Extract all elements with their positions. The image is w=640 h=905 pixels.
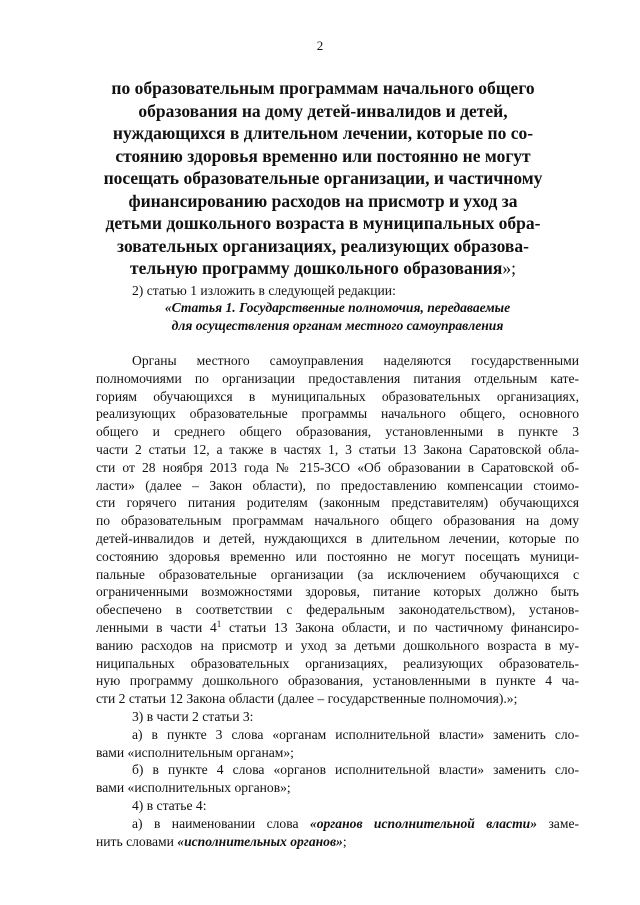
- heading-tail: »;: [502, 258, 516, 278]
- item-3: 3) в части 2 статьи 3:: [132, 708, 254, 724]
- paragraph-line: ограниченными возможностями здоровья, питание которых должно быть: [96, 584, 579, 600]
- line-text: ленными в части 4: [96, 619, 217, 635]
- heading-line-last: [88, 257, 558, 280]
- article-title-line: «Статья 1. Государственные полномочия, передаваемые: [164, 300, 511, 315]
- item-4: 4) в статье 4:: [132, 797, 207, 813]
- paragraph-line: состоянию здоровья временно или постоянно не могут посещать муници-: [96, 548, 579, 564]
- article-title-line: для осуществления органам местного самоуправления: [171, 317, 504, 333]
- heading-line: детьми дошкольного возраста в муниципальных обра-: [105, 213, 541, 233]
- page-number: 2: [316, 38, 324, 53]
- item-3b-line: вами «исполнительных органов»;: [96, 780, 291, 796]
- paragraph-line: полномочиями по организации предоставления питания отдельным кате-: [96, 370, 579, 386]
- item-3a-line: вами «исполнительным органам»;: [96, 744, 294, 760]
- paragraph-line: детей-инвалидов и детей, нуждающихся в длительном лечении, которые по: [96, 530, 579, 546]
- line-text: а) в наименовании слова: [132, 815, 310, 831]
- paragraph-line: ную программу дошкольного образования, установленными в пункте 4 ча-: [96, 673, 579, 689]
- heading-line: образования на дому детей-инвалидов и детей,: [138, 100, 508, 121]
- heading-line-text: тельную программу дошкольного образования: [130, 258, 503, 278]
- paragraph-line: ласти» (далее – Закон области), по предоставлению компенсации стоимо-: [96, 477, 579, 493]
- paragraph-line: гориям обучающихся в муниципальных образовательных организациях,: [96, 388, 579, 404]
- emphasis: «исполнительных органов»: [177, 833, 343, 849]
- line-text: статьи 13 Закона области, и по частичному финансиро-: [221, 619, 579, 635]
- heading-line: зовательных организациях, реализующих образова-: [117, 235, 529, 256]
- item-2-block: [96, 282, 579, 300]
- paragraph-line: по образовательным программам начального общего образования на дому: [96, 513, 579, 529]
- item-4a-line: [96, 815, 579, 833]
- item-3b-line: б) в пункте 4 слова «органов исполнительной власти» заменить сло-: [132, 762, 579, 778]
- paragraph-line: обеспечено в соответствии с федеральным законодательством), установ-: [96, 602, 579, 618]
- paragraph-line: общего и среднего общего образования, установленными в пункте 3: [96, 424, 579, 440]
- emphasis: «органов исполнительной власти»: [309, 815, 538, 831]
- item-3a-line: а) в пункте 3 слова «органам исполнительной власти» заменить сло-: [132, 726, 579, 742]
- line-text: нить словами: [96, 833, 178, 849]
- paragraph-line: [96, 619, 579, 637]
- heading-line: посещать образовательные организации, и частичному: [103, 168, 543, 188]
- article-paragraph: [96, 352, 579, 850]
- heading-line: нуждающихся в длительном лечении, которые по со-: [112, 123, 534, 143]
- heading-line: стоянию здоровья временно или постоянно не могут: [115, 145, 531, 166]
- item-4a-line: [96, 833, 579, 851]
- paragraph-line: реализующих образовательные программы начального общего, основного: [96, 406, 579, 422]
- line-text: ;: [342, 833, 347, 849]
- item-2: 2) статью 1 изложить в следующей редакции:: [132, 283, 396, 298]
- heading-line: финансированию расходов на присмотр и уход за: [128, 190, 518, 211]
- line-text: заме-: [537, 815, 580, 831]
- heading: [88, 77, 558, 280]
- paragraph-line: Органы местного самоуправления наделяются государственными: [132, 353, 579, 368]
- paragraph-line: ванию расходов на присмотр и уход за детьми дошкольного возраста в му-: [96, 637, 579, 653]
- paragraph-line: сти 2 статьи 12 Закона области (далее – государственные полномочия).»;: [96, 691, 518, 707]
- paragraph-line: сти от 28 ноября 2013 года № 215-ЗСО «Об образовании в Саратовской об-: [96, 459, 579, 475]
- paragraph-line: части 2 статьи 12, а также в частях 1, 3 статьи 13 Закона Саратовской обла-: [96, 441, 579, 457]
- paragraph-line: ниципальных образовательных организациях, реализующих образователь-: [96, 655, 579, 671]
- superscript: 1: [216, 618, 222, 629]
- paragraph-line: пальные образовательные организации (за исключением обучающихся с: [96, 566, 579, 582]
- article-title: [96, 299, 579, 335]
- heading-line: по образовательным программам начального общего: [111, 78, 535, 98]
- paragraph-line: сти горячего питания родителям (законным представителям) обучающихся: [96, 495, 579, 511]
